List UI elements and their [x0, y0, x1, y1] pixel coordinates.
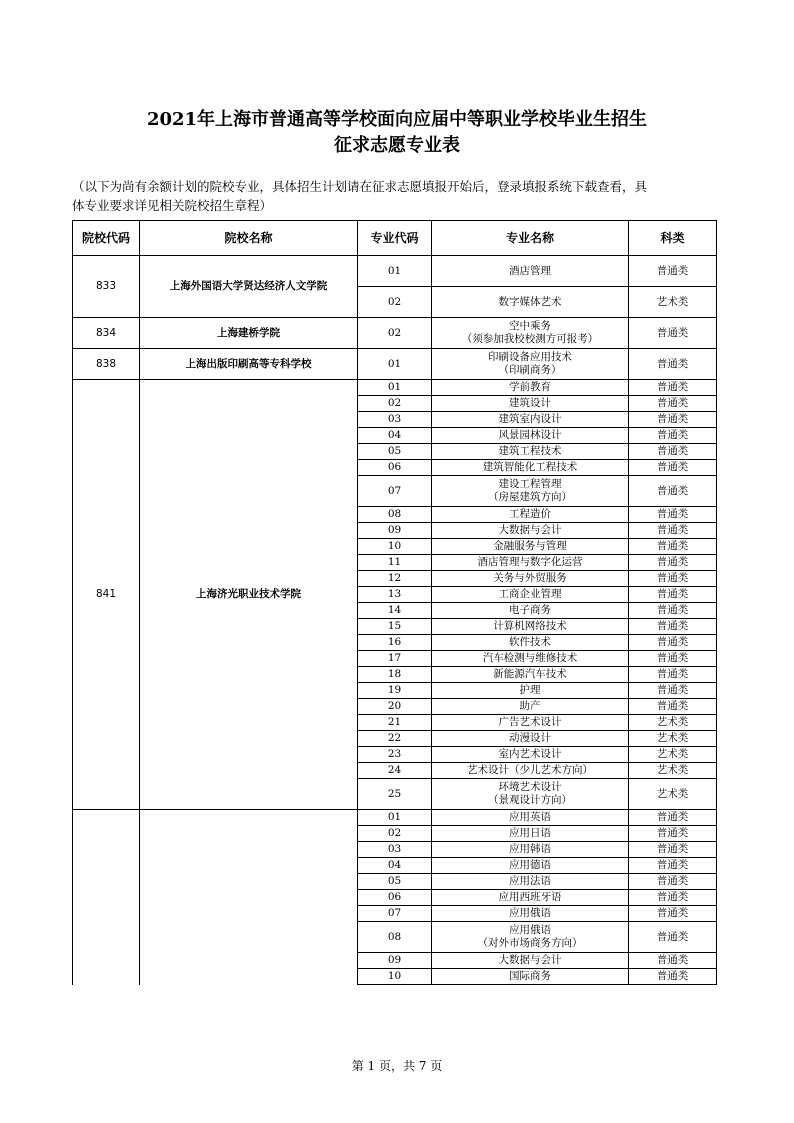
category-cell: 普通类 [629, 810, 717, 826]
major-name-cell [432, 380, 629, 396]
major-code-cell: 23 [358, 747, 432, 763]
category-cell: 普通类 [629, 858, 717, 874]
category-cell: 艺术类 [629, 731, 717, 747]
major-name-cell [432, 699, 629, 715]
major-code-cell: 07 [358, 476, 432, 507]
major-name: 应用日语 [509, 827, 551, 839]
major-name-cell [432, 587, 629, 603]
major-code-cell: 04 [358, 428, 432, 444]
major-name: 建筑智能化工程技术 [482, 461, 578, 473]
major-name-cell [432, 715, 629, 731]
major-code-cell: 06 [358, 460, 432, 476]
major-name-cell [432, 810, 629, 826]
major-name: 软件技术 [509, 636, 551, 648]
table-row [73, 349, 717, 380]
major-code-cell: 02 [358, 826, 432, 842]
school-code-cell: 833 [73, 256, 140, 318]
major-name: 酒店管理与数字化运营 [477, 556, 583, 568]
major-name: 应用英语 [509, 811, 551, 823]
school-name-cell: 上海济光职业技术学院 [140, 380, 358, 810]
major-code-cell: 13 [358, 587, 432, 603]
major-code-cell: 03 [358, 412, 432, 428]
major-name: 应用俄语 [509, 924, 551, 936]
major-code-cell: 14 [358, 603, 432, 619]
category-cell: 普通类 [629, 699, 717, 715]
major-name-cell [432, 476, 629, 507]
header-school-code: 院校代码 [73, 221, 140, 256]
category-cell: 普通类 [629, 460, 717, 476]
major-name: 工商企业管理 [498, 588, 562, 600]
intro-note-line-1: （以下为尚有余额计划的院校专业，具体招生计划请在征求志愿填报开始后，登录填报系统下载查看，具 [72, 179, 648, 194]
major-code-cell: 24 [358, 763, 432, 779]
major-name-cell [432, 603, 629, 619]
major-code-cell: 06 [358, 890, 432, 906]
major-code-cell: 11 [358, 555, 432, 571]
major-name-cell [432, 396, 629, 412]
category-cell: 普通类 [629, 539, 717, 555]
school-name-cell: 上海建桥学院 [140, 318, 358, 349]
major-name: 建设工程管理 [498, 478, 562, 490]
major-name: 广告艺术设计 [498, 716, 562, 728]
category-cell: 普通类 [629, 683, 717, 699]
major-name: 新能源汽车技术 [493, 668, 567, 680]
major-name-cell [432, 507, 629, 523]
category-cell: 普通类 [629, 380, 717, 396]
major-name-cell [432, 763, 629, 779]
major-name: 汽车检测与维修技术 [482, 652, 578, 664]
major-code-cell: 08 [358, 922, 432, 953]
major-name-cell [432, 842, 629, 858]
major-name-cell [432, 256, 629, 287]
major-name: 风景园林设计 [498, 429, 562, 441]
major-code-cell: 17 [358, 651, 432, 667]
major-name: 空中乘务 [509, 320, 551, 332]
major-code-cell: 05 [358, 444, 432, 460]
category-cell: 艺术类 [629, 747, 717, 763]
major-name-cell [432, 890, 629, 906]
category-cell: 普通类 [629, 874, 717, 890]
major-code-cell: 10 [358, 539, 432, 555]
major-name-note: （景观设计方向） [488, 794, 572, 806]
category-cell: 普通类 [629, 318, 717, 349]
table-row [73, 380, 717, 396]
school-name-cell: 上海外国语大学贤达经济人文学院 [140, 256, 358, 318]
major-name: 计算机网络技术 [493, 620, 567, 632]
category-cell: 普通类 [629, 412, 717, 428]
category-cell: 普通类 [629, 587, 717, 603]
major-code-cell: 10 [358, 969, 432, 985]
major-code-cell: 09 [358, 953, 432, 969]
category-cell: 普通类 [629, 396, 717, 412]
major-code-cell: 01 [358, 810, 432, 826]
major-name-cell [432, 731, 629, 747]
major-name: 电子商务 [509, 604, 551, 616]
major-code-cell: 19 [358, 683, 432, 699]
major-code-cell: 02 [358, 318, 432, 349]
page-footer: 第 1 页，共 7 页 [351, 1059, 443, 1073]
school-code-cell: 834 [73, 318, 140, 349]
major-name-cell [432, 539, 629, 555]
major-name-cell [432, 683, 629, 699]
category-cell: 普通类 [629, 555, 717, 571]
major-name-cell [432, 922, 629, 953]
major-name: 环境艺术设计 [498, 781, 562, 793]
major-code-cell: 25 [358, 779, 432, 810]
major-name-note: （房屋建筑方向） [488, 491, 572, 503]
major-code-cell: 07 [358, 906, 432, 922]
major-name: 室内艺术设计 [498, 748, 562, 760]
major-code-cell: 09 [358, 523, 432, 539]
major-code-cell: 02 [358, 396, 432, 412]
major-name: 应用俄语 [509, 907, 551, 919]
major-name-cell [432, 428, 629, 444]
major-name-cell [432, 969, 629, 985]
major-name-cell [432, 747, 629, 763]
table-row [73, 256, 717, 287]
major-name-cell [432, 571, 629, 587]
major-name-cell [432, 779, 629, 810]
major-code-cell: 21 [358, 715, 432, 731]
major-name: 学前教育 [509, 381, 551, 393]
major-name-note: （对外市场商务方向） [477, 937, 583, 949]
major-name: 工程造价 [509, 508, 551, 520]
major-name-cell [432, 874, 629, 890]
school-code-cell [73, 810, 140, 985]
category-cell: 普通类 [629, 953, 717, 969]
major-name: 建筑工程技术 [498, 445, 562, 457]
major-name: 应用韩语 [509, 843, 551, 855]
major-code-cell: 01 [358, 256, 432, 287]
table-body [73, 256, 717, 985]
category-cell: 普通类 [629, 476, 717, 507]
category-cell: 普通类 [629, 523, 717, 539]
major-name-cell [432, 460, 629, 476]
intro-note [72, 177, 722, 215]
category-cell: 普通类 [629, 428, 717, 444]
category-cell: 艺术类 [629, 715, 717, 731]
category-cell: 普通类 [629, 507, 717, 523]
major-name-cell [432, 858, 629, 874]
major-name-cell [432, 318, 629, 349]
major-code-cell: 15 [358, 619, 432, 635]
category-cell: 艺术类 [629, 287, 717, 318]
category-cell: 普通类 [629, 969, 717, 985]
major-code-cell: 03 [358, 842, 432, 858]
major-code-cell: 12 [358, 571, 432, 587]
major-code-cell: 08 [358, 507, 432, 523]
category-cell: 普通类 [629, 444, 717, 460]
page-title: 2021年上海市普通高等学校面向应届中等职业学校毕业生招生 [146, 109, 648, 130]
intro-note-line-2: 体专业要求详见相关院校招生章程） [72, 198, 273, 213]
category-cell: 普通类 [629, 603, 717, 619]
school-name-cell [140, 810, 358, 985]
major-name-cell [432, 667, 629, 683]
category-cell: 普通类 [629, 906, 717, 922]
major-name-cell [432, 619, 629, 635]
major-name: 印刷设备应用技术 [488, 351, 572, 363]
category-cell: 普通类 [629, 571, 717, 587]
category-cell: 普通类 [629, 922, 717, 953]
major-name-cell [432, 523, 629, 539]
major-name: 大数据与会计 [498, 954, 562, 966]
major-name: 建筑室内设计 [498, 413, 562, 425]
table-row [73, 318, 717, 349]
category-cell: 普通类 [629, 635, 717, 651]
page-subtitle: 征求志愿专业表 [334, 135, 460, 156]
major-name: 大数据与会计 [498, 524, 562, 536]
major-name: 酒店管理 [509, 264, 551, 277]
school-code-cell: 838 [73, 349, 140, 380]
category-cell: 艺术类 [629, 763, 717, 779]
category-cell: 艺术类 [629, 779, 717, 810]
major-name-cell [432, 555, 629, 571]
category-cell: 普通类 [629, 651, 717, 667]
category-cell: 普通类 [629, 842, 717, 858]
category-cell: 普通类 [629, 667, 717, 683]
major-name-cell [432, 826, 629, 842]
school-code-cell: 841 [73, 380, 140, 810]
major-name-cell [432, 287, 629, 318]
major-code-cell: 05 [358, 874, 432, 890]
major-name-cell [432, 651, 629, 667]
category-cell: 普通类 [629, 256, 717, 287]
category-cell: 普通类 [629, 826, 717, 842]
header-major-name: 专业名称 [432, 221, 629, 256]
major-code-cell: 04 [358, 858, 432, 874]
major-name: 国际商务 [509, 970, 551, 982]
header-row [73, 221, 717, 256]
major-name: 应用德语 [509, 859, 551, 871]
category-cell: 普通类 [629, 890, 717, 906]
category-cell: 普通类 [629, 619, 717, 635]
school-name-cell: 上海出版印刷高等专科学校 [140, 349, 358, 380]
major-code-cell: 01 [358, 380, 432, 396]
major-name: 应用西班牙语 [498, 891, 562, 903]
major-name: 助产 [519, 700, 541, 712]
major-name: 艺术设计（少儿艺术方向） [467, 764, 593, 776]
major-code-cell: 22 [358, 731, 432, 747]
major-name-cell [432, 635, 629, 651]
major-code-cell: 01 [358, 349, 432, 380]
header-category: 科类 [629, 221, 717, 256]
major-table [72, 220, 717, 985]
major-name-cell [432, 412, 629, 428]
major-name: 关务与外贸服务 [493, 572, 567, 584]
major-name-note: （须参加我校校测方可报考） [461, 333, 599, 345]
header-major-code: 专业代码 [358, 221, 432, 256]
major-name: 数字媒体艺术 [498, 295, 562, 308]
major-name-cell [432, 444, 629, 460]
major-name: 应用法语 [509, 875, 551, 887]
table-row [73, 810, 717, 826]
header-school-name: 院校名称 [140, 221, 358, 256]
category-cell: 普通类 [629, 349, 717, 380]
major-name: 护理 [519, 684, 541, 696]
major-name: 金融服务与管理 [493, 540, 567, 552]
major-code-cell: 18 [358, 667, 432, 683]
major-code-cell: 16 [358, 635, 432, 651]
major-code-cell: 20 [358, 699, 432, 715]
major-code-cell: 02 [358, 287, 432, 318]
major-name: 建筑设计 [509, 397, 551, 409]
major-name-cell [432, 953, 629, 969]
major-name-cell [432, 349, 629, 380]
major-name-note: （印刷商务） [498, 364, 562, 376]
major-name-cell [432, 906, 629, 922]
major-name: 动漫设计 [509, 732, 551, 744]
